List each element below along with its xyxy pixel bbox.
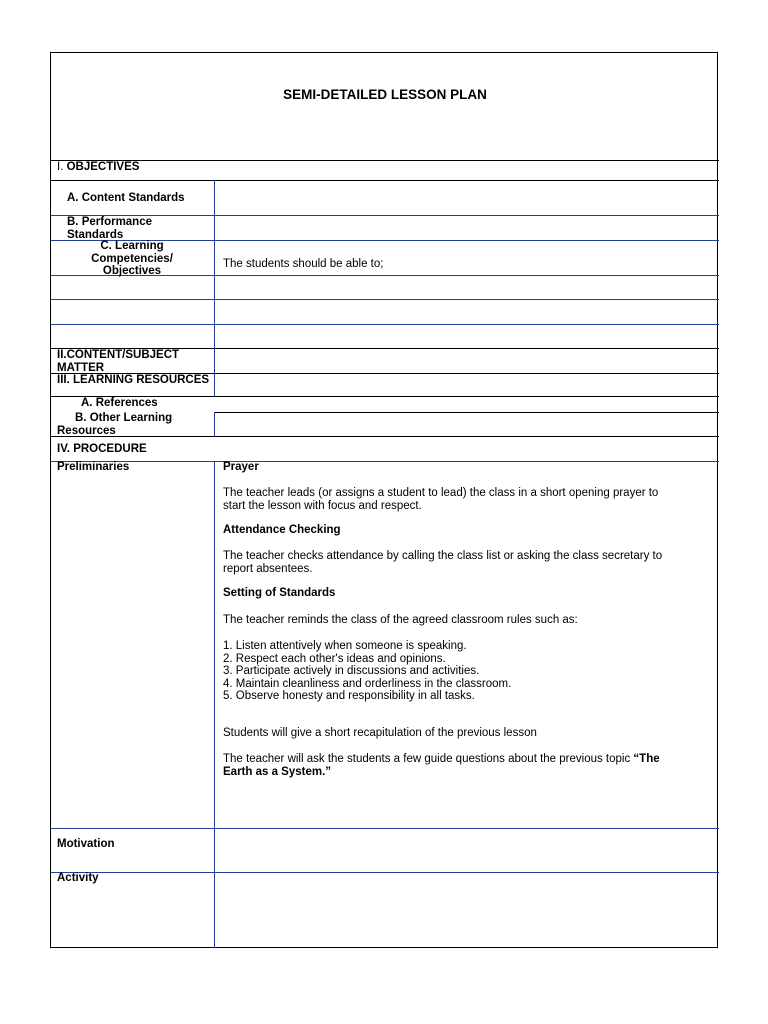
content-standards-label: A. Content Standards xyxy=(67,192,185,204)
performance-standards-label: B. Performance Standards xyxy=(67,216,153,241)
standards-heading: Setting of Standards xyxy=(223,587,336,599)
objectives-heading: I. OBJECTIVES xyxy=(57,161,140,173)
learning-resources-heading: III. LEARNING RESOURCES xyxy=(57,374,210,386)
row-divider xyxy=(51,872,719,873)
motivation-label: Motivation xyxy=(57,838,115,850)
guide-questions-text: The teacher will ask the students a few guide questions about the previous topic “The Earth as a System.” xyxy=(223,753,660,778)
content-subject-label: II.CONTENT/SUBJECT MATTER xyxy=(57,349,180,374)
row-divider xyxy=(51,299,719,300)
recap-text: Students will give a short recapitulation of the previous lesson xyxy=(223,727,537,739)
prayer-heading: Prayer xyxy=(223,461,259,473)
attendance-text: The teacher checks attendance by calling the class list or asking the class secretary to report absentees. xyxy=(223,550,663,575)
row-divider xyxy=(51,324,719,325)
procedure-heading: IV. PROCEDURE xyxy=(57,443,147,455)
standards-intro: The teacher reminds the class of the agreed classroom rules such as: xyxy=(223,614,578,626)
attendance-heading: Attendance Checking xyxy=(223,524,341,536)
column-divider xyxy=(214,461,215,948)
prayer-text: The teacher leads (or assigns a student to lead) the class in a short opening prayer to start the lesson with focus and respect. xyxy=(223,487,659,512)
list-item: 1. Listen attentively when someone is speaking. xyxy=(223,640,467,652)
rules-list xyxy=(223,640,713,703)
row-divider xyxy=(51,828,719,829)
preliminaries-label: Preliminaries xyxy=(57,461,130,473)
learning-competencies-label: C. Learning Competencies/ Objectives xyxy=(91,240,173,277)
list-item: 5. Observe honesty and responsibility in all tasks. xyxy=(223,690,475,702)
list-item: 4. Maintain cleanliness and orderliness in the classroom. xyxy=(223,677,512,690)
other-resources-label: B. Other Learning Resources xyxy=(57,412,173,437)
row-divider xyxy=(51,180,719,181)
list-item: 3. Participate actively in discussions and activities. xyxy=(223,665,480,677)
lesson-plan-table xyxy=(50,52,718,948)
row-divider xyxy=(51,160,719,161)
row-divider xyxy=(215,412,719,413)
activity-label: Activity xyxy=(57,872,99,884)
list-item: 2. Respect each other's ideas and opinions. xyxy=(223,652,446,665)
references-label: A. References xyxy=(81,397,158,409)
column-divider xyxy=(214,412,215,436)
column-divider xyxy=(214,180,215,396)
competencies-value: The students should be able to; xyxy=(223,258,384,270)
page-title: SEMI-DETAILED LESSON PLAN xyxy=(283,87,487,102)
